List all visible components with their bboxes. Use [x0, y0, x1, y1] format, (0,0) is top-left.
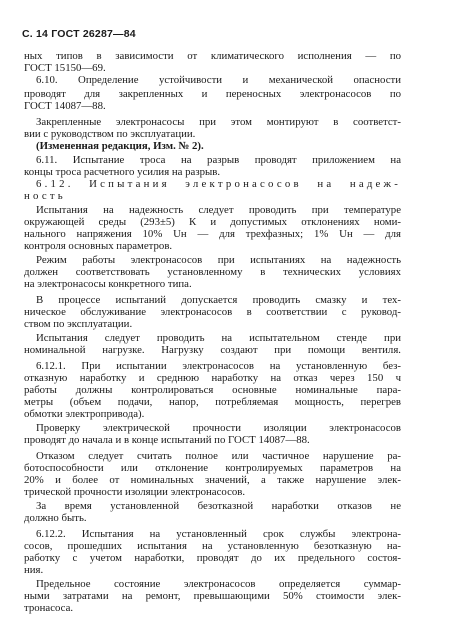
text-line: 20% и более от номинальных значений, а также нарушение элек- — [24, 474, 401, 486]
text-line: 6.10. Определение устойчивости и механической опасности — [36, 74, 401, 86]
text-line: ническое обслуживание электронасосов в соответствии с руковод- — [24, 306, 401, 318]
text-line: Режим работы электронасосов при испытаниях на надежность — [36, 254, 401, 266]
text-line: Предельное состояние электронасосов определяется суммар- — [36, 578, 401, 590]
text-line: ГОСТ 15150—69. — [24, 62, 106, 74]
text-line: проводят до начала и в конце испытаний по ГОСТ 14087—88. — [24, 434, 310, 446]
text-line: (Измененная редакция, Изм. № 2). — [36, 140, 204, 152]
text-line: 6.12.2. Испытания на установленный срок службы электрона- — [36, 528, 401, 540]
text-line: нального напряжения 10% Uн — для трехфазных; 1% Uн — для — [24, 228, 401, 240]
text-line: сосов, прошедших испытания на установленную безотказную на- — [24, 540, 401, 552]
text-line: метры (объем подачи, напор, потребляемая мощность, перегрев — [24, 396, 401, 408]
text-line: ботоспособности или отклонение контролируемых параметров на — [24, 462, 401, 474]
text-line: ность — [24, 190, 66, 202]
text-line: окружающей среды (293±5) К и допустимых отклонениях номи- — [24, 216, 401, 228]
text-line: Испытания на надежность следует проводить при температуре — [36, 204, 401, 216]
text-line: Испытания следует проводить на испытательном стенде при — [36, 332, 401, 344]
text-line: должен соответствовать установленному в технических условиях — [24, 266, 401, 278]
text-line: вии с руководством по эксплуатации. — [24, 128, 196, 140]
text-line: ГОСТ 14087—88. — [24, 100, 106, 112]
text-line: контроля основных параметров. — [24, 240, 173, 252]
text-line: отказную наработку и среднюю наработку на отказ через 150 ч — [24, 372, 401, 384]
text-line: Отказом следует считать полное или частичное нарушение ра- — [36, 450, 401, 462]
text-line: 6.12. Испытания электронасосов на надеж- — [36, 178, 401, 190]
text-line: Закрепленные электронасосы при этом монтируют в соответст- — [36, 116, 401, 128]
text-line: работку с учетом наработки, проводят до их предельного состоя- — [24, 552, 401, 564]
text-line: ными затратами на ремонт, превышающими 50% стоимости элек- — [24, 590, 401, 602]
text-line: обмотки электропривода). — [24, 408, 145, 420]
page-header: С. 14 ГОСТ 26287—84 — [22, 28, 136, 40]
text-line: должно быть. — [24, 512, 87, 524]
text-line: Проверку электрической прочности изоляции электронасосов — [36, 422, 401, 434]
text-line: ных типов в зависимости от климатического исполнения — по — [24, 50, 401, 62]
text-line: ния. — [24, 564, 44, 576]
text-line: работы должны контролироваться основные номинальные пара- — [24, 384, 401, 396]
text-line: 6.11. Испытание троса на разрыв проводят приложением на — [36, 154, 401, 166]
text-line: В процессе испытаний допускается проводить смазку и тех- — [36, 294, 401, 306]
text-line: ством по эксплуатации. — [24, 318, 133, 330]
text-line: номинальной нагрузке. Нагрузку создают при помощи вентиля. — [24, 344, 401, 356]
text-line: на электронасосы конкретного типа. — [24, 278, 192, 290]
text-line: концы троса расчетного усилия на разрыв. — [24, 166, 221, 178]
text-line: тронасоса. — [24, 602, 74, 614]
text-line: трической прочности изоляции электронасосов. — [24, 486, 246, 498]
text-line: За время установленной безотказной наработки отказов не — [36, 500, 401, 512]
text-line: проводят для закрепленных и переносных электронасосов по — [24, 88, 401, 100]
text-line: 6.12.1. При испытании электронасосов на установленную без- — [36, 360, 401, 372]
